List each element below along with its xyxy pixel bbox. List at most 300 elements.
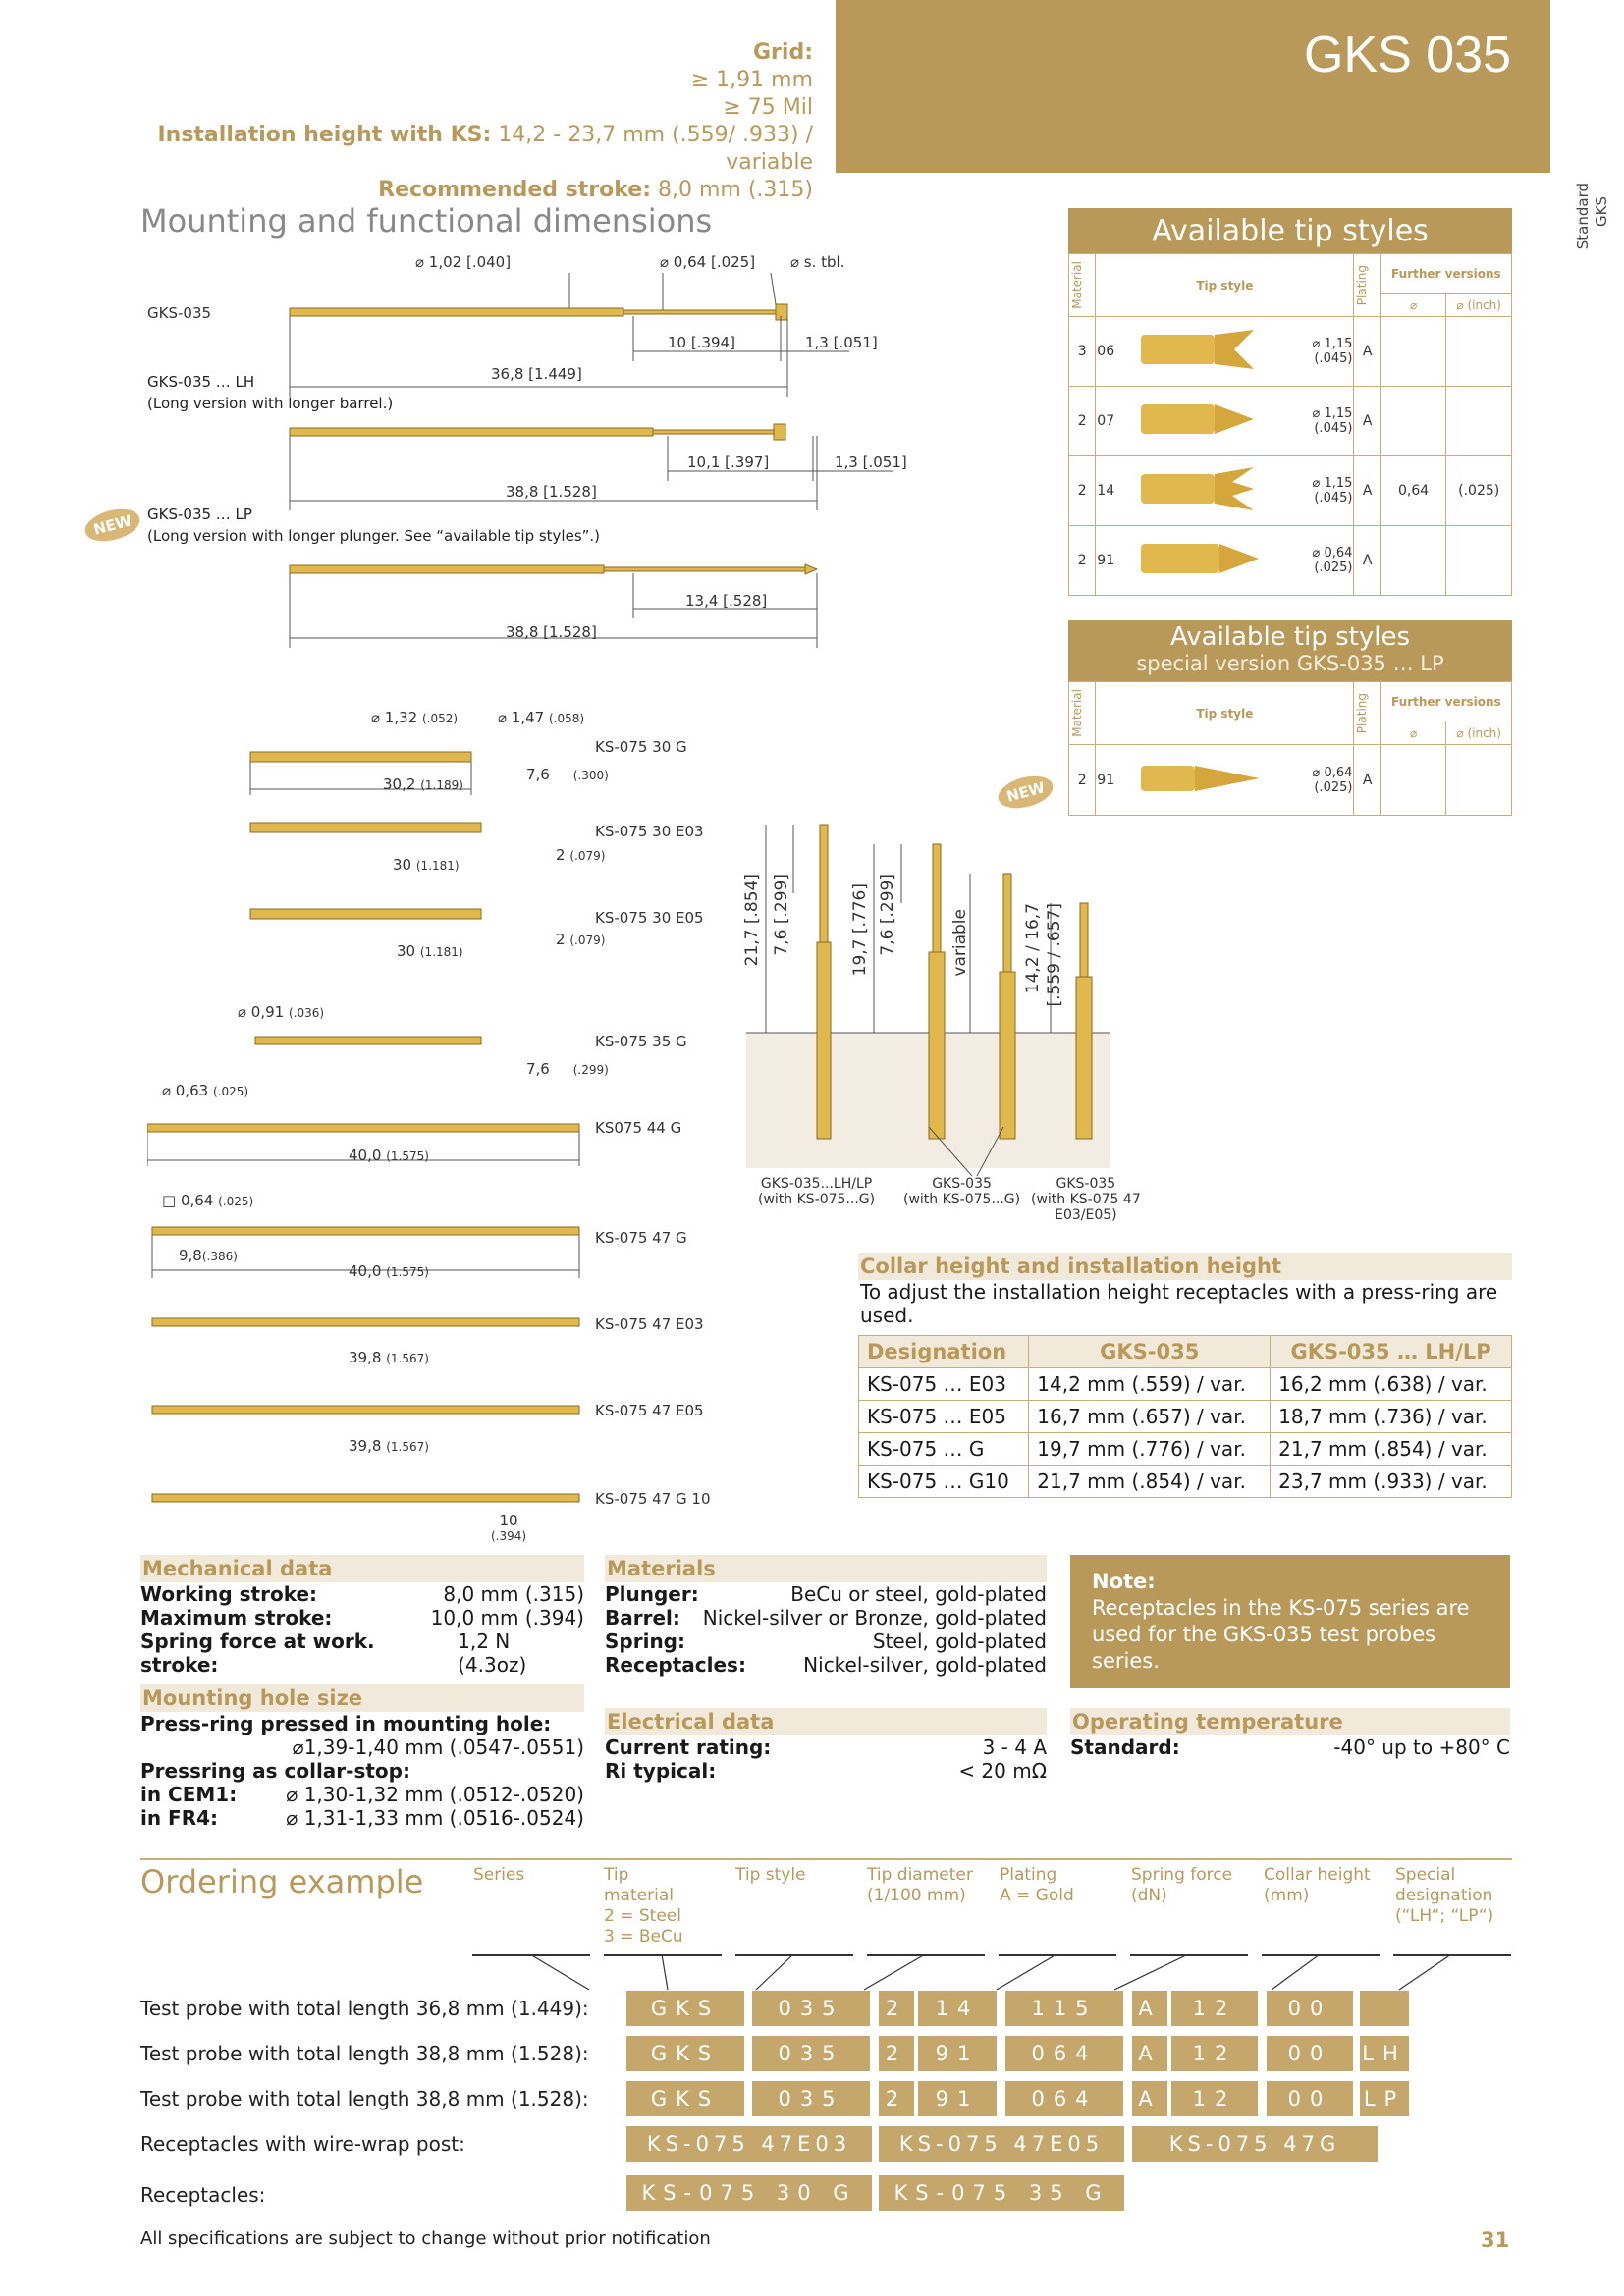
ord-col-tipdia xyxy=(867,1865,973,1906)
hole-l1: Press-ring pressed in mounting hole: xyxy=(140,1712,552,1735)
rec-5-len xyxy=(349,1147,429,1164)
rec-6-d1-val: □ 0,64 xyxy=(162,1192,214,1209)
iv-6: 14,2 / 16,7 xyxy=(1023,903,1043,994)
new-badge-lp: NEW xyxy=(995,771,1056,814)
rec-1-d1-val: ⌀ 1,32 xyxy=(371,709,418,726)
temp-row xyxy=(1070,1735,1510,1759)
dim-d3: ⌀ s. tbl. xyxy=(790,253,845,271)
ord-col-special xyxy=(1395,1865,1493,1927)
temp-label: Standard: xyxy=(1070,1735,1180,1759)
rec-1-len-inch: (1.189) xyxy=(420,778,463,792)
tip-3-dia-inch: (.045) xyxy=(1314,491,1353,506)
hole-title: Mounting hole size xyxy=(140,1684,584,1712)
tip-2-mat: 2 xyxy=(1069,387,1096,456)
rec-6-len-inch: (1.575) xyxy=(386,1265,429,1279)
code-tipstyle: 91 xyxy=(918,2081,997,2116)
rec-5-len-inch: (1.575) xyxy=(386,1149,429,1163)
rec-6-len xyxy=(349,1262,429,1280)
lp-th-tip: Tip style xyxy=(1096,682,1354,745)
rec-2-dim-val: 2 xyxy=(556,846,566,864)
rec-3-dim xyxy=(556,931,605,948)
collar-h-gks: GKS-035 xyxy=(1029,1336,1271,1368)
tip-2-code: 07 xyxy=(1096,387,1135,456)
grid-mil: ≥ 75 Mil xyxy=(723,95,813,120)
tip-1-img xyxy=(1135,317,1287,387)
code-special: LH xyxy=(1360,2036,1409,2071)
mat-label: Barrel: xyxy=(605,1606,680,1629)
rec-5-label: KS075 44 G xyxy=(595,1119,682,1137)
rec-8-len-inch: (1.567) xyxy=(386,1440,429,1454)
code-tipdia: 035 xyxy=(752,2036,870,2071)
note-text: Receptacles in the KS-075 series are used for the GKS-035 test probes series. xyxy=(1092,1596,1470,1673)
temp-value: -40° up to +80° C xyxy=(1333,1735,1510,1759)
rec-2-len-val: 30 xyxy=(393,856,412,874)
cell: KS-075 … E05 xyxy=(859,1401,1029,1433)
code-dia: 064 xyxy=(1005,2081,1123,2116)
mech-block xyxy=(140,1555,584,1677)
rec-7-len xyxy=(349,1349,429,1366)
stroke-label: Recommended stroke: xyxy=(378,178,651,202)
ord-col-plating xyxy=(1000,1865,1074,1906)
code-plating: A xyxy=(1132,2081,1167,2116)
cap-2b: (with KS-075...G) xyxy=(903,1192,1021,1207)
tip-4-fvi xyxy=(1446,526,1512,596)
note-box xyxy=(1070,1555,1510,1688)
caption-pointers xyxy=(923,1127,1041,1186)
materials-title: Materials xyxy=(605,1555,1047,1582)
ord-row-label: Test probe with total length 38,8 mm (1.528): xyxy=(140,2087,589,2110)
tip-14-icon xyxy=(1136,464,1264,513)
rec-4-d1-val: ⌀ 0,91 xyxy=(238,1003,285,1021)
lh-label: GKS-035 … LH xyxy=(147,373,255,391)
lp-label: GKS-035 … LP xyxy=(147,506,252,523)
lp-th-material-label: Material xyxy=(1070,689,1084,737)
tip-4-dia xyxy=(1287,526,1354,596)
iv-5: variable xyxy=(950,909,970,977)
ord-col-l2: (1/100 mm) xyxy=(867,1886,966,1905)
mech-label: Spring force at work. stroke: xyxy=(140,1629,375,1677)
tip-4-fv xyxy=(1380,526,1446,596)
hole-row-cem xyxy=(140,1783,584,1806)
code-tipstyle: 14 xyxy=(918,1991,997,2026)
tip-4-plating: A xyxy=(1354,526,1380,596)
note-title: Note: xyxy=(1092,1570,1156,1593)
tip-1-dia xyxy=(1287,317,1354,387)
lp-dia-inch: (.025) xyxy=(1314,779,1353,795)
dim-388b: 38,8 [1.528] xyxy=(506,623,597,641)
ordering-connectors xyxy=(471,1954,1514,1994)
hole-v3: ⌀ 1,30-1,32 mm (.0512-.0520) xyxy=(286,1783,584,1806)
rec-4-dim-val: 7,6 xyxy=(526,1060,550,1078)
tip-3-fvi: (.025) xyxy=(1446,456,1512,526)
ord-col-l4: 3 = BeCu xyxy=(604,1927,683,1947)
tip-lp-title: Available tip styles xyxy=(1169,622,1411,652)
code-spring: 12 xyxy=(1171,1991,1258,2026)
code-series: GKS xyxy=(626,2036,744,2071)
dim-10: 10 [.394] xyxy=(668,334,735,351)
ord-col-l2: (dN) xyxy=(1131,1886,1167,1905)
rec-6-d1-inch: (.025) xyxy=(218,1195,254,1208)
lp-plating: A xyxy=(1354,745,1380,816)
lp-th-material xyxy=(1069,682,1096,745)
tip-3-code: 14 xyxy=(1096,456,1135,526)
mat-row xyxy=(605,1606,1047,1629)
rec-2-dim-inch: (.079) xyxy=(569,849,606,863)
cap-3 xyxy=(1031,1176,1141,1223)
ord-col-l2: A = Gold xyxy=(1000,1886,1074,1905)
probe-1-barrel xyxy=(290,308,623,316)
mech-title: Mechanical data xyxy=(140,1555,584,1582)
code-mat: 2 xyxy=(879,2036,914,2071)
ord-col-l1: Tip xyxy=(604,1865,629,1885)
cell: KS-075 … G xyxy=(859,1433,1029,1466)
table-row xyxy=(859,1466,1512,1498)
ww-label: Receptacles with wire-wrap post: xyxy=(140,2132,465,2156)
mech-label: Working stroke: xyxy=(140,1582,318,1606)
lp-fv xyxy=(1380,745,1446,816)
lp-img xyxy=(1135,745,1287,816)
gks035-label: GKS-035 xyxy=(147,304,212,322)
tip-1-plating: A xyxy=(1354,317,1380,387)
ord-col-collar xyxy=(1264,1865,1371,1906)
rec-1-d2-val: ⌀ 1,47 xyxy=(498,709,545,726)
ord-col-l1: Tip style xyxy=(735,1865,806,1885)
tip-lp-table xyxy=(1068,681,1512,816)
ord-col-l2: designation xyxy=(1395,1886,1493,1905)
code-dia: 064 xyxy=(1005,2036,1123,2071)
th-dia-inch: ⌀ (inch) xyxy=(1446,294,1512,317)
rec-4-dim-inch: (.299) xyxy=(572,1063,609,1077)
rec-8-len xyxy=(349,1437,429,1455)
rec-3-dim-inch: (.079) xyxy=(569,934,606,947)
cell: 14,2 mm (.559) / var. xyxy=(1029,1368,1271,1401)
lp-dia xyxy=(1287,745,1354,816)
rec-7-len-inch: (1.567) xyxy=(386,1352,429,1365)
rec-4-label: KS-075 35 G xyxy=(595,1033,687,1050)
cap-3c: E03/E05) xyxy=(1055,1207,1117,1223)
lp-th-plating-label: Plating xyxy=(1355,692,1370,734)
hole-row-fr4 xyxy=(140,1806,584,1830)
lp-th-plating xyxy=(1354,682,1380,745)
tip-1-fv xyxy=(1380,317,1446,387)
ord-col-l1: Tip diameter xyxy=(867,1865,973,1885)
receptacle-drawings xyxy=(147,707,599,1551)
cap-3b: (with KS-075 47 xyxy=(1031,1192,1141,1207)
code-mat: 2 xyxy=(879,1991,914,2026)
elec-label: Ri typical: xyxy=(605,1759,717,1783)
lp-note: (Long version with longer plunger. See “available tip styles”.) xyxy=(147,527,601,545)
iv-1: 21,7 [.854] xyxy=(742,874,762,967)
ord-col-l2: (mm) xyxy=(1264,1886,1310,1905)
tip-3-plating: A xyxy=(1354,456,1380,526)
ord-col-l1: Collar height xyxy=(1264,1865,1371,1885)
mech-value: 1,2 N (4.3oz) xyxy=(458,1629,527,1677)
rec-5-d1-inch: (.025) xyxy=(212,1085,249,1098)
rec-9-dim-inch: (.394) xyxy=(491,1529,527,1543)
ord-row-label: Test probe with total length 38,8 mm (1.528): xyxy=(140,2042,589,2065)
lp-th-dia-inch: ⌀ (inch) xyxy=(1446,721,1512,745)
dim-d1: ⌀ 1,02 [.040] xyxy=(415,253,512,271)
cap-2a: GKS-035 xyxy=(932,1176,992,1192)
tip-1-fvi xyxy=(1446,317,1512,387)
code-tipdia: 035 xyxy=(752,1991,870,2026)
rec-4-d1-inch: (.036) xyxy=(288,1006,325,1020)
collar-h-lh: GKS-035 … LH/LP xyxy=(1271,1336,1512,1368)
elec-value: 3 - 4 A xyxy=(982,1735,1047,1759)
new-badge: NEW xyxy=(81,504,143,547)
electrical-title: Electrical data xyxy=(605,1708,1047,1735)
tip-3-dia xyxy=(1287,456,1354,526)
rec-3-len-inch: (1.181) xyxy=(419,945,463,959)
code-collar: 00 xyxy=(1267,2081,1353,2116)
code-spring: 12 xyxy=(1171,2081,1258,2116)
dim-134: 13,4 [.528] xyxy=(685,592,768,610)
cell: 21,7 mm (.854) / var. xyxy=(1271,1433,1512,1466)
cell: KS-075 … E03 xyxy=(859,1368,1029,1401)
tip-06-icon xyxy=(1136,325,1264,374)
ord-col-tipstyle xyxy=(735,1865,806,1886)
rec-7-len-val: 39,8 xyxy=(349,1349,382,1366)
rec-3-len xyxy=(397,942,463,960)
dim-d2: ⌀ 0,64 [.025] xyxy=(660,253,756,271)
electrical-block xyxy=(605,1708,1047,1783)
rec-2-dim xyxy=(556,846,605,864)
tip-2-fv xyxy=(1380,387,1446,456)
temp-block xyxy=(1070,1708,1510,1759)
mat-label: Receptacles: xyxy=(605,1653,746,1677)
mat-value: Nickel-silver or Bronze, gold-plated xyxy=(702,1606,1047,1629)
mat-value: Nickel-silver, gold-plated xyxy=(803,1653,1047,1677)
rec-1-dim-inch: (.300) xyxy=(572,769,609,782)
code-tipstyle: 91 xyxy=(918,2036,997,2071)
tip-91-icon xyxy=(1136,534,1264,583)
rec-2-len-inch: (1.181) xyxy=(415,859,460,873)
mech-row xyxy=(140,1606,584,1629)
tip-4-dia-inch: (.025) xyxy=(1314,561,1353,575)
rec-6-dim-val: 9,8 xyxy=(179,1247,202,1264)
mat-row xyxy=(605,1629,1047,1653)
ww-code: KS-075 47G xyxy=(1132,2126,1378,2162)
cap-3a: GKS-035 xyxy=(1056,1176,1116,1192)
code-mat: 2 xyxy=(879,2081,914,2116)
rec-7-label: KS-075 47 E03 xyxy=(595,1315,704,1333)
tip-3-dia-val: ⌀ 1,15 xyxy=(1312,476,1353,491)
code-series: GKS xyxy=(626,2081,744,2116)
install-value: 14,2 - 23,7 mm (.559/ .933) / variable xyxy=(498,123,813,175)
th-material-label: Material xyxy=(1070,261,1084,309)
side-tab-standard: Standard xyxy=(1574,183,1592,250)
cell: 21,7 mm (.854) / var. xyxy=(1029,1466,1271,1498)
rec-1-d2-inch: (.058) xyxy=(548,712,585,725)
code-dia: 115 xyxy=(1005,1991,1123,2026)
rec-1-d1-inch: (.052) xyxy=(421,712,459,725)
th-tip: Tip style xyxy=(1096,254,1354,317)
rec-9-dim-val: 10 xyxy=(499,1512,518,1529)
tip-1-dia-val: ⌀ 1,15 xyxy=(1312,337,1353,351)
rec-1-d2 xyxy=(498,709,584,726)
code-special: LP xyxy=(1360,2081,1409,2116)
hole-l3: in CEM1: xyxy=(140,1783,238,1806)
stroke-value: 8,0 mm (.315) xyxy=(658,178,813,202)
cell: KS-075 … G10 xyxy=(859,1466,1029,1498)
elec-value: < 20 mΩ xyxy=(958,1759,1047,1783)
th-further: Further versions xyxy=(1380,254,1511,294)
th-plating-label: Plating xyxy=(1355,264,1370,306)
code-collar: 00 xyxy=(1267,2036,1353,2071)
th-dia: ⌀ xyxy=(1380,294,1446,317)
rec-4-d1 xyxy=(238,1003,324,1021)
ord-col-l3: (“LH“; “LP“) xyxy=(1395,1906,1494,1926)
ord-col-spring xyxy=(1131,1865,1232,1906)
lp-mat: 2 xyxy=(1069,745,1096,816)
cap-1 xyxy=(758,1176,875,1207)
tip-2-fvi xyxy=(1446,387,1512,456)
tip-07-icon xyxy=(1136,395,1264,444)
probe-drawings xyxy=(275,253,923,656)
rec-6-dim-inch: (.386) xyxy=(201,1250,238,1263)
code-tipdia: 035 xyxy=(752,2081,870,2116)
table-row xyxy=(859,1401,1512,1433)
rec-3-dim-val: 2 xyxy=(556,931,566,948)
side-tab-gks-label: GKS xyxy=(1593,196,1610,227)
tip-91-lp-icon xyxy=(1136,754,1264,803)
iv-7: [.559 / .657] xyxy=(1045,903,1064,1007)
table-row xyxy=(859,1368,1512,1401)
mounting-title: Mounting and functional dimensions xyxy=(140,202,713,240)
cell: 16,7 mm (.657) / var. xyxy=(1029,1401,1271,1433)
mech-value: 8,0 mm (.315) xyxy=(443,1582,584,1606)
dim-101: 10,1 [.397] xyxy=(687,454,770,471)
mat-label: Spring: xyxy=(605,1629,685,1653)
ord-col-l1: Plating xyxy=(1000,1865,1057,1885)
rec-4-dim xyxy=(526,1060,609,1078)
cell: 18,7 mm (.736) / var. xyxy=(1271,1401,1512,1433)
lp-code: 91 xyxy=(1096,745,1135,816)
ordering-separator xyxy=(140,1858,1512,1860)
product-title: GKS 035 xyxy=(1303,27,1511,83)
hole-block xyxy=(140,1684,584,1830)
iv-3: 19,7 [.776] xyxy=(850,883,870,977)
grid-label: Grid: xyxy=(753,40,813,65)
footer-disclaimer: All specifications are subject to change without prior notification xyxy=(140,2228,711,2249)
elec-row xyxy=(605,1735,1047,1759)
tip-3-mat: 2 xyxy=(1069,456,1096,526)
tip-2-img xyxy=(1135,387,1287,456)
rec-2-len xyxy=(393,856,460,874)
ord-col-l1: Special xyxy=(1395,1865,1456,1885)
cell: 23,7 mm (.933) / var. xyxy=(1271,1466,1512,1498)
ord-col-l3: 2 = Steel xyxy=(604,1906,681,1926)
rec-1-d1 xyxy=(371,709,458,726)
rec-code: KS-075 35 G xyxy=(879,2175,1124,2211)
ww-code: KS-075 47E05 xyxy=(879,2126,1124,2162)
tip-4-code: 91 xyxy=(1096,526,1135,596)
elec-row xyxy=(605,1759,1047,1783)
dim-368: 36,8 [1.449] xyxy=(491,365,582,383)
iv-2: 7,6 [.299] xyxy=(772,874,791,956)
hole-l2: Pressring as collar-stop: xyxy=(140,1759,410,1783)
tip-2-plating: A xyxy=(1354,387,1380,456)
page-number: 31 xyxy=(1481,2228,1510,2252)
ww-code: KS-075 47E03 xyxy=(626,2126,872,2162)
ordering-title: Ordering example xyxy=(140,1863,424,1900)
ord-col-l2: material xyxy=(604,1886,674,1905)
cap-1b: (with KS-075...G) xyxy=(758,1192,876,1207)
rec-2-label: KS-075 30 E03 xyxy=(595,823,704,840)
mat-row xyxy=(605,1653,1047,1677)
ord-row-label: Test probe with total length 36,8 mm (1.449): xyxy=(140,1997,589,2020)
ord-col-series xyxy=(473,1865,524,1886)
lp-fvi xyxy=(1446,745,1512,816)
grid-mm: ≥ 1,91 mm xyxy=(690,68,813,92)
tip-lp-header xyxy=(1068,620,1512,681)
ord-col-material xyxy=(604,1865,683,1948)
tip-2-dia xyxy=(1287,387,1354,456)
code-spring: 12 xyxy=(1171,2036,1258,2071)
rec-9-label: KS-075 47 G 10 xyxy=(595,1490,711,1508)
rec-6-dim xyxy=(179,1247,238,1264)
rec-3-label: KS-075 30 E05 xyxy=(595,909,704,927)
mat-value: BeCu or steel, gold-plated xyxy=(790,1582,1047,1606)
rec-6-len-val: 40,0 xyxy=(349,1262,382,1280)
rec-6-label: KS-075 47 G xyxy=(595,1229,687,1247)
rec-1-dim-val: 7,6 xyxy=(526,766,550,783)
tip-4-img xyxy=(1135,526,1287,596)
header-specs xyxy=(67,39,813,204)
collar-desc: To adjust the installation height receptacles with a press-ring are used. xyxy=(860,1280,1498,1327)
tip-4-mat: 2 xyxy=(1069,526,1096,596)
tip-styles-header xyxy=(1068,208,1512,253)
rec-5-d1-val: ⌀ 0,63 xyxy=(162,1082,209,1099)
hole-v1: ⌀1,39-1,40 mm (.0547-.0551) xyxy=(292,1735,584,1759)
elec-label: Current rating: xyxy=(605,1735,772,1759)
lp-dia-val: ⌀ 0,64 xyxy=(1312,765,1353,780)
rec-1-dim xyxy=(526,766,609,783)
rec-9-dim xyxy=(491,1512,526,1543)
cell: 19,7 mm (.776) / var. xyxy=(1029,1433,1271,1466)
iv-4: 7,6 [.299] xyxy=(878,874,897,956)
temp-title: Operating temperature xyxy=(1070,1708,1510,1735)
lp-th-dia: ⌀ xyxy=(1380,721,1446,745)
th-plating xyxy=(1354,254,1380,317)
dim-13b: 1,3 [.051] xyxy=(835,454,907,471)
lh-note: (Long version with longer barrel.) xyxy=(147,395,394,412)
rec-1-len xyxy=(383,775,463,793)
probe-1-plunger xyxy=(623,310,781,314)
lp-th-further: Further versions xyxy=(1380,682,1511,721)
rec-3-len-val: 30 xyxy=(397,942,416,960)
rec-code: KS-075 30 G xyxy=(626,2175,872,2211)
title-banner xyxy=(836,0,1550,173)
collar-title: Collar height and installation height xyxy=(858,1253,1512,1280)
code-collar: 00 xyxy=(1267,1991,1353,2026)
side-tab xyxy=(1575,183,1592,249)
rec-1-label: KS-075 30 G xyxy=(595,738,687,756)
tip-styles-title: Available tip styles xyxy=(1152,213,1429,248)
code-series: GKS xyxy=(626,1991,744,2026)
tip-2-dia-val: ⌀ 1,15 xyxy=(1312,406,1353,421)
code-special xyxy=(1360,1991,1409,2026)
cell: 16,2 mm (.638) / var. xyxy=(1271,1368,1512,1401)
rec-8-label: KS-075 47 E05 xyxy=(595,1402,704,1419)
dim-13a: 1,3 [.051] xyxy=(805,334,878,351)
collar-h-designation: Designation xyxy=(859,1336,1029,1368)
cap-1a: GKS-035...LH/LP xyxy=(760,1176,873,1192)
mat-row xyxy=(605,1582,1047,1606)
mech-row xyxy=(140,1629,584,1677)
tip-styles-table xyxy=(1068,253,1512,596)
tip-1-dia-inch: (.045) xyxy=(1314,351,1353,366)
